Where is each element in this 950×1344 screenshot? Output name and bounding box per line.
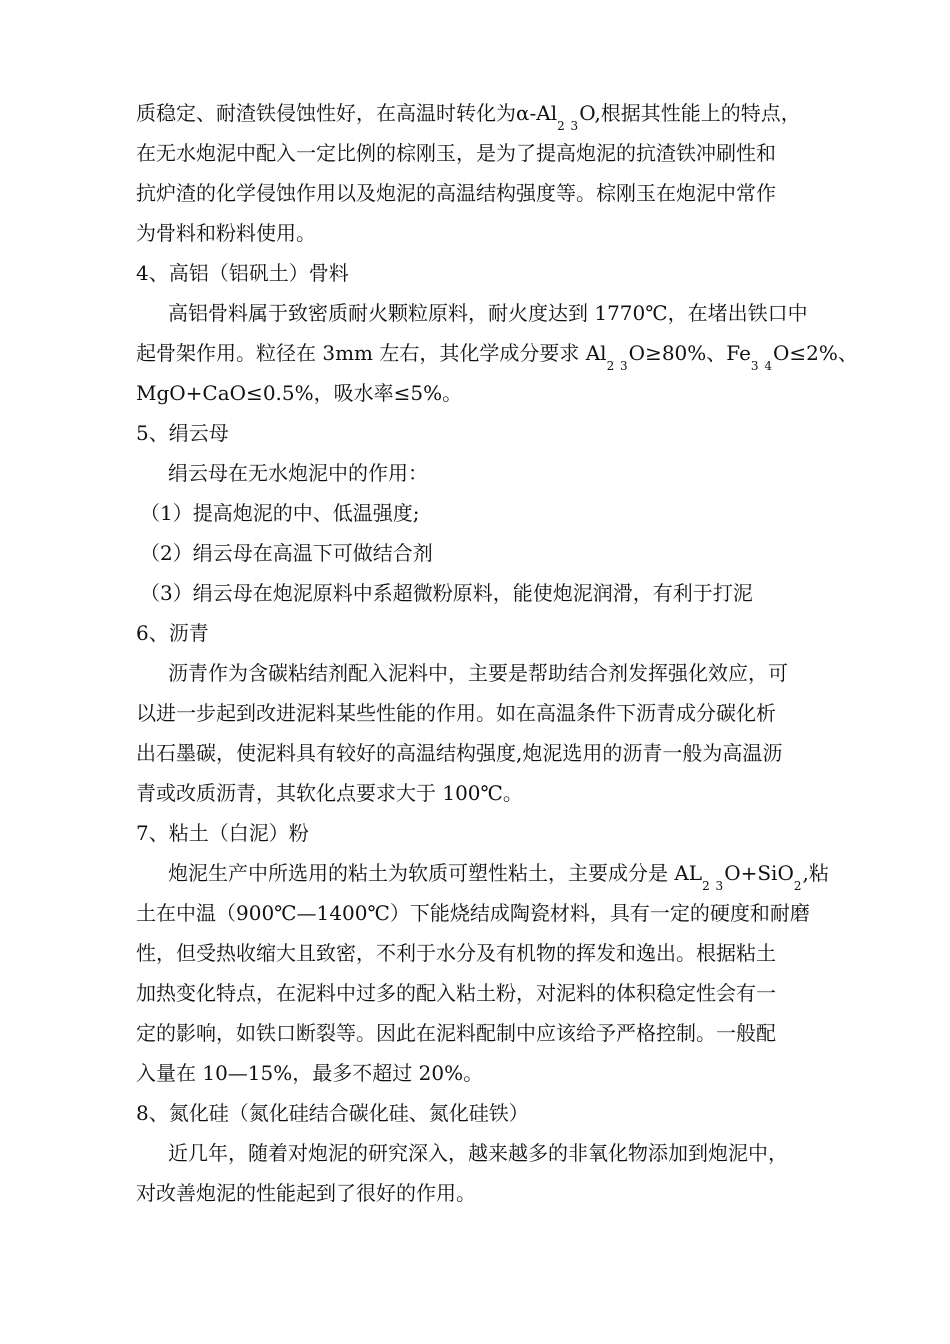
paragraph-line: 青或改质沥青，其软化点要求大于 100℃。 (136, 781, 523, 805)
paragraph-line: 对改善炮泥的性能起到了很好的作用。 (136, 1181, 476, 1205)
text-run: 炮泥生产中所选用的粘土为软质可塑性粘土，主要成分是 AL (168, 861, 703, 885)
paragraph-line: 出石墨碳，使泥料具有较好的高温结构强度,炮泥选用的沥青一般为高温沥 (136, 741, 783, 765)
paragraph-line: 土在中温（900℃—1400℃）下能烧结成陶瓷材料，具有一定的硬度和耐磨 (136, 901, 810, 925)
subscript: 2 3 (557, 119, 580, 133)
paragraph-line: 性，但受热收缩大且致密，不利于水分及有机物的挥发和逸出。根据粘土 (136, 941, 776, 965)
paragraph-line: 沥青作为含碳粘结剂配入泥料中，主要是帮助结合剂发挥强化效应，可 (168, 661, 788, 685)
text-run: O (579, 101, 595, 125)
text-run: ≥80%、Fe (645, 341, 751, 365)
text-run: O (724, 861, 741, 885)
paragraph-line: 入量在 10—15%，最多不超过 20%。 (136, 1061, 484, 1085)
paragraph-line: 近几年，随着对炮泥的研究深入，越来越多的非氧化物添加到炮泥中， (168, 1141, 788, 1165)
text-run: O (628, 341, 646, 365)
section-heading: 8、氮化硅（氮化硅结合碳化硅、氮化硅铁） (136, 1101, 529, 1125)
paragraph-line (136, 101, 801, 141)
paragraph-line: 定的影响，如铁口断裂等。因此在泥料配制中应该给予严格控制。一般配 (136, 1021, 776, 1045)
section-heading: 7、粘土（白泥）粉 (136, 821, 309, 845)
list-item: （1）提高炮泥的中、低温强度; (140, 501, 420, 525)
paragraph-line (136, 341, 858, 381)
text-run: O (773, 341, 790, 365)
text-run: 质稳定、耐渣铁侵蚀性好，在高温时转化为α-Al (136, 101, 558, 125)
paragraph-line: 抗炉渣的化学侵蚀作用以及炮泥的高温结构强度等。棕刚玉在炮泥中常作 (136, 181, 776, 205)
list-item: （2）绢云母在高温下可做结合剂 (140, 541, 433, 565)
text-run: ≤2%、 (789, 341, 858, 365)
section-heading: 5、绢云母 (136, 421, 229, 445)
section-heading: 4、高铝（铝矾土）骨料 (136, 261, 349, 285)
section-heading: 6、沥青 (136, 621, 209, 645)
text-run: 起骨架作用。粒径在 3mm 左右，其化学成分要求 Al (136, 341, 607, 365)
subscript: 2 (793, 879, 803, 893)
text-run: +SiO (740, 861, 794, 885)
subscript: 2 3 (606, 359, 629, 373)
subscript: 2 3 (702, 879, 725, 893)
paragraph-line: 绢云母在无水炮泥中的作用： (168, 461, 428, 485)
paragraph-line: MgO+CaO≤0.5%，吸水率≤5%。 (136, 381, 463, 405)
paragraph-line: 为骨料和粉料使用。 (136, 221, 316, 245)
text-run: ,根据其性能上的特点， (594, 101, 801, 125)
text-run: ,粘 (802, 861, 829, 885)
paragraph-line: 以进一步起到改进泥料某些性能的作用。如在高温条件下沥青成分碳化析 (136, 701, 776, 725)
list-item: （3）绢云母在炮泥原料中系超微粉原料，能使炮泥润滑，有利于打泥 (140, 581, 753, 605)
paragraph-line: 高铝骨料属于致密质耐火颗粒原料，耐火度达到 1770℃，在堵出铁口中 (168, 301, 808, 325)
paragraph-line: 在无水炮泥中配入一定比例的棕刚玉，是为了提高炮泥的抗渣铁冲刷性和 (136, 141, 776, 165)
paragraph-line (168, 861, 829, 901)
paragraph-line: 加热变化特点，在泥料中过多的配入粘土粉，对泥料的体积稳定性会有一 (136, 981, 776, 1005)
subscript: 3 4 (750, 359, 774, 373)
